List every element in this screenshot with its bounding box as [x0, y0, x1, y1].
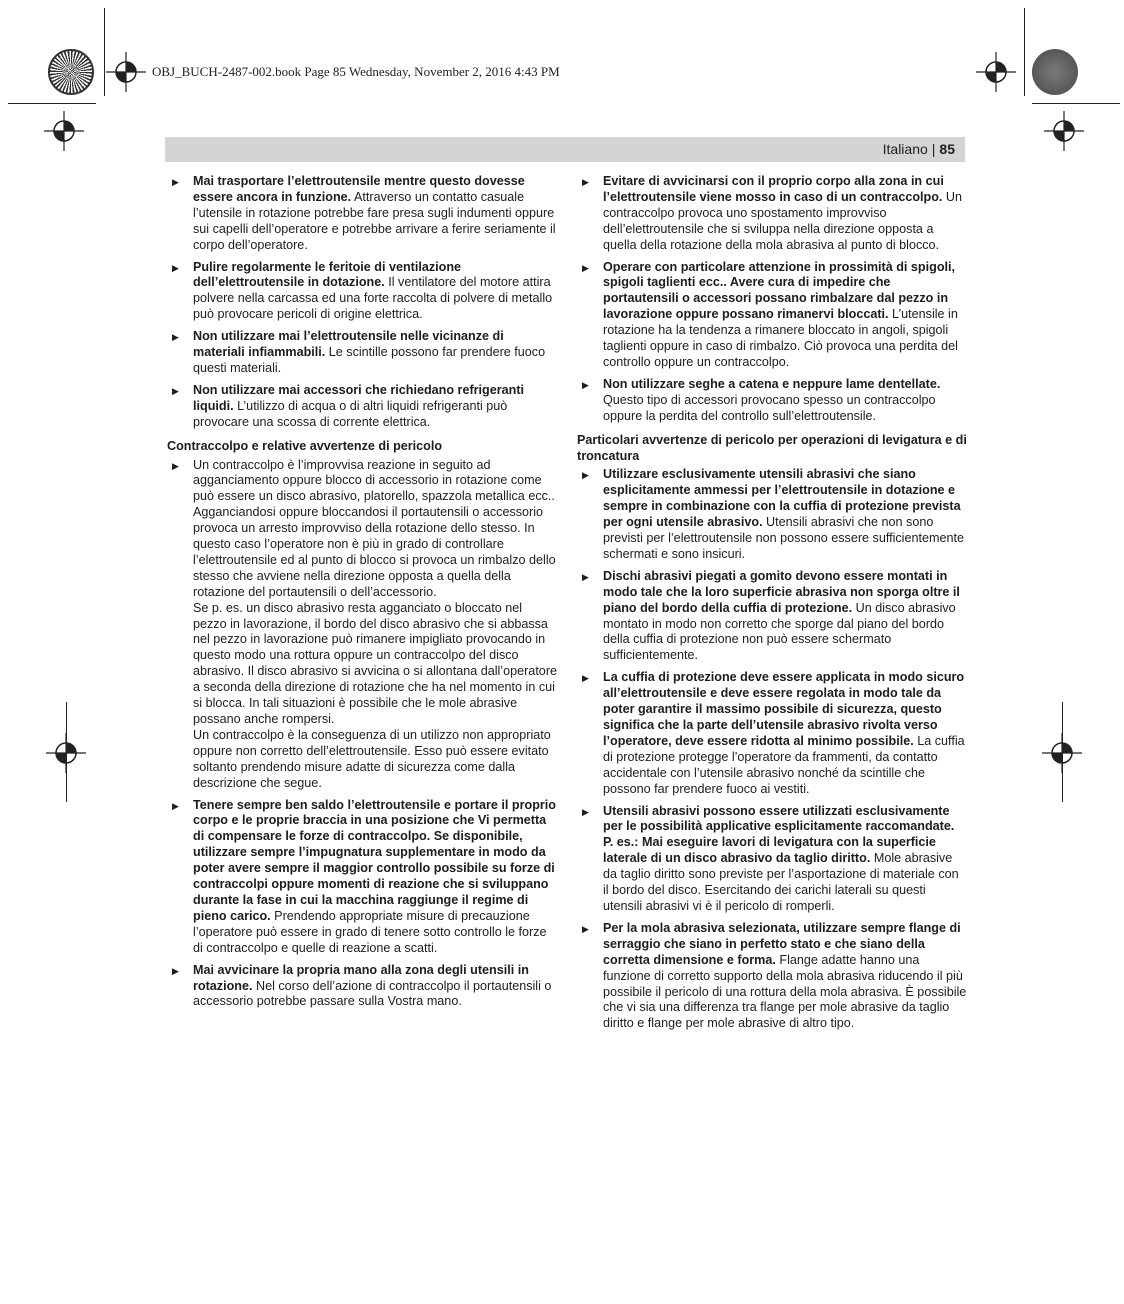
warning-text: Le scintille possono far prendere fuoco questi materiali.	[193, 345, 546, 375]
registration-mark-icon	[106, 52, 146, 92]
warning-bold: Utensili abrasivi possono essere utilizzati esclusivamente per le possibilità applicative esplicitamente raccomandate. P. es.: Mai eseguire lavori di levigatura con la superficie laterale di un disco abrasivo da taglio diritto.	[603, 803, 955, 866]
warning-text: L’utensile in rotazione ha la tendenza a rimanere bloccato in angoli, spigoli taglienti oppure in caso di rimbalzo. Ciò provoca una perdita del controllo oppure un contraccolpo.	[603, 307, 958, 369]
triangle-right-icon: ▶	[582, 379, 589, 390]
warning-item	[577, 260, 967, 371]
printer-info: OBJ_BUCH-2487-002.book Page 85 Wednesday, November 2, 2016 4:43 PM	[152, 64, 560, 79]
warning-text: Il ventilatore del motore attira polvere nella carcassa ed una forte raccolta di polvere di metallo può provocare pericoli di origine elettrica.	[193, 275, 553, 322]
registration-mark-icon	[1044, 111, 1084, 151]
warning-item	[577, 174, 967, 254]
trim-line-top-right-vertical	[1024, 8, 1025, 96]
warning-text: Un disco abrasivo montato in modo non corretto che sporge dal piano del bordo della cuffia di protezione non può essere schermato sufficientemente.	[603, 600, 956, 663]
warning-bold: Operare con particolare attenzione in prossimità di spigoli, spigoli taglienti ecc.. Avere cura di impedire che portautensili o accessori possano rimbalzare dal pezzo in lavorazione oppure possano rimanervi bloccati.	[603, 259, 956, 322]
paragraph: Un contraccolpo è la conseguenza di un utilizzo non appropriato oppure non corretto dell’elettroutensile. Esso può essere evitato soltanto prendendo misure adatte di sicurezza come dalla descrizione che segue.	[193, 727, 551, 790]
triangle-right-icon: ▶	[582, 571, 589, 582]
triangle-right-icon: ▶	[172, 800, 179, 811]
triangle-right-icon: ▶	[582, 923, 589, 934]
warning-text: Nel corso dell’azione di contraccolpo il portautensili o accessorio potrebbe passare sulla Vostra mano.	[193, 978, 552, 1009]
warning-bold: Mai trasportare l’elettroutensile mentre questo dovesse essere ancora in funzione.	[193, 174, 525, 204]
warning-text: Questo tipo di accessori provocano spesso un contraccolpo oppure la perdita del controllo sull’elettroutensile.	[603, 392, 936, 423]
registration-mark-icon	[1042, 733, 1082, 773]
page-label	[883, 141, 955, 157]
warning-item	[577, 569, 967, 664]
warning-item	[577, 921, 967, 1032]
warning-bold: Non utilizzare mai accessori che richiedano refrigeranti liquidi.	[193, 382, 525, 413]
registration-mark-icon	[46, 733, 86, 773]
warning-bold: Evitare di avvicinarsi con il proprio corpo alla zona in cui l’elettroutensile viene mosso in caso di un contraccolpo.	[603, 174, 944, 204]
warning-item	[167, 963, 557, 1011]
header-separator: |	[931, 141, 936, 157]
warning-item	[167, 329, 557, 377]
triangle-right-icon: ▶	[582, 177, 589, 187]
warning-item	[167, 174, 557, 254]
triangle-right-icon: ▶	[172, 177, 179, 187]
warning-bold: Utilizzare esclusivamente utensili abrasivi che siano esplicitamente ammessi per l’elettroutensile in dotazione e sempre in combinazione con la cuffia di protezione prevista per ogni utensile abrasivo.	[603, 467, 961, 530]
warning-bold: La cuffia di protezione deve essere applicata in modo sicuro all’elettroutensile e deve essere regolata in modo tale da poter garantire il massimo possibile di sicurezza, questo significa che la parte dell’utensile abrasivo rivolta verso l’operatore, deve essere ridotta al minimo possibile.	[603, 670, 965, 748]
triangle-right-icon: ▶	[172, 262, 179, 273]
warning-bold: Non utilizzare seghe a catena e neppure lame dentellate.	[603, 376, 941, 391]
warning-text: Un contraccolpo provoca uno spostamento improvviso dell’elettroutensile che si sviluppa nella direzione opposta a quella della rotazione della mola abrasiva al punto di blocco.	[603, 189, 963, 252]
warning-text: La cuffia di protezione protegge l’operatore da frammenti, da contatto accidentale con l’utensile abrasivo nonché da scintille che possono far prendere fuoco ai vestiti.	[603, 733, 965, 796]
triangle-right-icon: ▶	[582, 262, 589, 273]
paragraph: Se p. es. un disco abrasivo resta agganciato o bloccato nel pezzo in lavorazione, il bordo del disco abrasivo che si abbassa nel pezzo in lavorazione può rimanere impigliato provocando in questo modo una rottura oppure un contraccolpo del disco abrasivo. Il disco abrasivo si avvicina o si allontana dall’operatore a seconda della direzione di rotazione che ha nel momento in cui si blocca. In tali situazioni è possibile che le mole abrasive possano anche rompersi.	[193, 600, 558, 726]
page-number: 85	[939, 141, 955, 157]
triangle-right-icon: ▶	[582, 470, 589, 481]
warning-bold: Mai avvicinare la propria mano alla zona degli utensili in rotazione.	[193, 962, 529, 993]
running-header	[165, 137, 965, 162]
warning-item	[167, 458, 557, 792]
warning-text: Mole abrasive da taglio diritto sono previste per l’asportazione di materiale con il bordo del disco. Esercitando dei carichi laterali su questi utensili abrasivi vi è il pericolo di romperli.	[603, 851, 959, 913]
trim-line-top-left-horizontal	[8, 103, 96, 104]
warning-item	[577, 670, 967, 797]
trim-line-top-right-horizontal	[1032, 103, 1120, 104]
section-heading: Particolari avvertenze di pericolo per operazioni di levigatura e di troncatura	[577, 432, 967, 463]
triangle-right-icon: ▶	[172, 460, 179, 471]
warning-bold: Tenere sempre ben saldo l’elettroutensile e portare il proprio corpo e le proprie braccia in una posizione che Vi permetta di compensare le forze di contraccolpo. Se disponibile, utilizzare sempre l’impugnatura supplementare in modo da poter avere sempre il maggior controllo possibile su forze di contraccolpi oppure momenti di reazione che si sviluppano durante la fase in cui la macchina raggiunge il regime di pieno carico.	[193, 797, 556, 923]
registration-mark-icon	[976, 52, 1016, 92]
star-target-icon	[48, 49, 94, 95]
warning-item	[167, 383, 557, 431]
triangle-right-icon: ▶	[172, 965, 179, 976]
triangle-right-icon: ▶	[172, 385, 179, 396]
warning-item	[167, 798, 557, 957]
warning-bold: Dischi abrasivi piegati a gomito devono essere montati in modo tale che la loro superficie abrasiva non sporga oltre il piano del bordo della cuffia di protezione.	[603, 568, 960, 615]
registration-mark-icon	[44, 111, 84, 151]
warning-text: Flange adatte hanno una funzione di corretto supporto della mola abrasiva riducendo il più possibile il pericolo di una rottura della mola abrasiva. È possibile che vi sia una differenza tra flange per mole abrasive da taglio diritto e flange per mole abrasive di altro tipo.	[603, 952, 967, 1031]
language-label: Italiano	[882, 141, 928, 157]
triangle-right-icon: ▶	[582, 673, 589, 684]
paragraph: Un contraccolpo è l’improvvisa reazione in seguito ad agganciamento oppure blocco di accessorio in rotazione come può essere un disco abrasivo, platorello, spazzola metallica ecc.. Agganciandosi oppure bloccandosi il portautensili o accessorio provoca un arresto improvviso della rotazione dello stesso. In questo caso l’operatore non è più in grado di controllare l’elettroutensile ed al punto di blocco si provoca un rimbalzo dello stesso che avviene nella direzione opposta a quella della rotazione del portautensili o dell’accessorio.	[193, 457, 556, 599]
warning-item	[577, 467, 967, 562]
warning-item	[167, 260, 557, 324]
warning-text: Prendendo appropriate misure di precauzione l’operatore può essere in grado di tenere sotto controllo le forze di contraccolpo e quelle di reazione a scatti.	[193, 908, 547, 955]
warning-text: Utensili abrasivi che non sono previsti per l’elettroutensile non possono essere sufficientemente schermati e sono insicuri.	[603, 515, 964, 561]
triangle-right-icon: ▶	[172, 332, 179, 343]
warning-bold: Pulire regolarmente le feritoie di ventilazione dell’elettroutensile in dotazione.	[193, 259, 462, 290]
warning-bold: Per la mola abrasiva selezionata, utilizzare sempre flange di serraggio che siano in perfetto stato e che siano della corretta dimensione e forma.	[603, 920, 961, 967]
right-column	[577, 174, 967, 1038]
triangle-right-icon: ▶	[582, 806, 589, 817]
warning-bold: Non utilizzare mai l’elettroutensile nelle vicinanze di materiali infiammabili.	[193, 329, 504, 360]
warning-text: Attraverso un contatto casuale l’utensile in rotazione potrebbe fare presa sugli indumenti oppure sui capelli dell’operatore e potrebbe arrivare a ferire seriamente il corpo dell’operatore.	[193, 189, 556, 252]
warning-text: L’utilizzo di acqua o di altri liquidi refrigeranti può provocare una scossa di corrente elettrica.	[193, 398, 508, 429]
trim-line-top-left-vertical	[104, 8, 105, 96]
left-column	[167, 174, 557, 1016]
warning-item	[577, 377, 967, 425]
section-heading: Contraccolpo e relative avvertenze di pericolo	[167, 438, 443, 453]
warning-item	[577, 804, 967, 915]
gray-disc-icon	[1032, 49, 1078, 95]
